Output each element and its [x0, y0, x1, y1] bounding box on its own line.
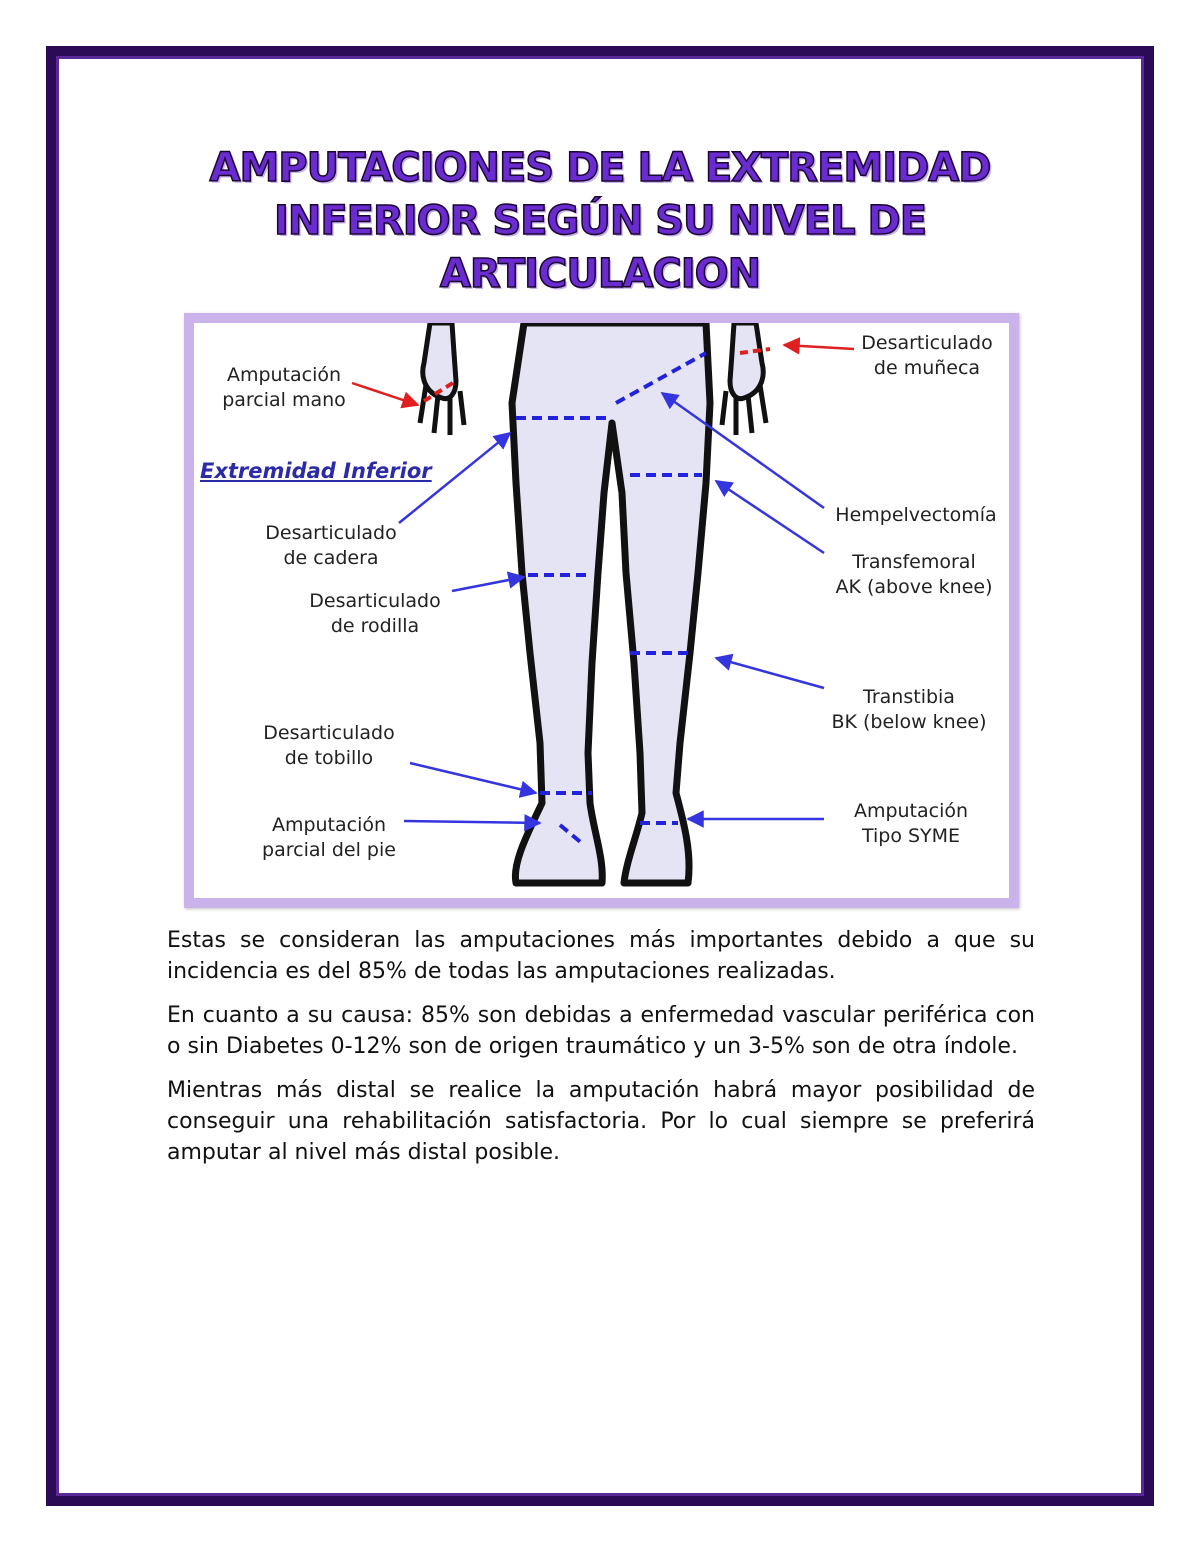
label-hip: Desarticulado de cadera	[265, 522, 397, 569]
arrow-transfemoral	[716, 481, 824, 553]
paragraph-distal-level: Mientras más distal se realice la amputación habrá mayor posibilidad de conseguir una rehabilitación satisfactoria. Por lo cual siempre se preferirá amputar al nivel más distal posible.	[167, 1078, 1035, 1165]
arrow-partial-foot	[404, 821, 540, 823]
label-partial-hand: Amputación parcial mano	[222, 364, 346, 411]
arrow-transtibial	[716, 658, 824, 688]
label-knee: Desarticulado de rodilla	[309, 590, 441, 637]
paragraph-causes: En cuanto a su causa: 85% son debidas a enfermedad vascular periférica con o sin Diabetes 0-12% son de origen traumático y un 3-5% son de otra índole.	[167, 1003, 1035, 1059]
label-ankle: Desarticulado de tobillo	[263, 722, 395, 769]
amputation-levels-figure	[184, 313, 1019, 908]
page-title: AMPUTACIONES DE LA EXTREMIDAD INFERIOR SEGÚN SU NIVEL DE ARTICULACION	[209, 145, 991, 297]
paragraph-incidence: Estas se consideran las amputaciones más importantes debido a que su incidencia es del 85% de todas las amputaciones realizadas.	[167, 928, 1035, 984]
label-hemipelvectomy: Hempelvectomía	[835, 504, 997, 526]
arrow-knee	[452, 577, 524, 591]
arrow-wrist	[784, 345, 854, 349]
label-transtibial: Transtibia BK (below knee)	[831, 686, 987, 733]
figure-heading: Extremidad Inferior	[200, 459, 432, 483]
label-syme: Amputación Tipo SYME	[853, 800, 969, 847]
label-transfemoral: Transfemoral AK (above knee)	[835, 551, 993, 598]
arrow-ankle	[410, 763, 536, 793]
label-partial-foot: Amputación parcial del pie	[262, 814, 396, 861]
body-text	[167, 925, 1035, 1181]
label-wrist: Desarticulado de muñeca	[861, 332, 993, 379]
